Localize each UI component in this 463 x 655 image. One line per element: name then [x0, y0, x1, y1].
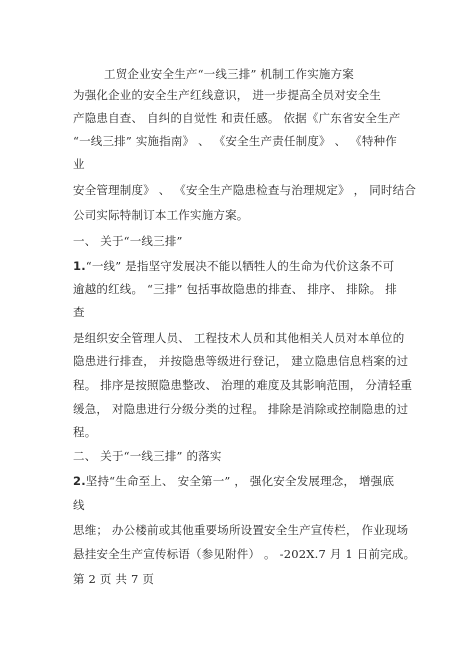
paragraph-line: 产隐患自查、 自纠的自觉性 和责任感。 依据《广东省安全生产: [73, 111, 401, 125]
paragraph-line: 公司实际特制订本工作实施方案。: [73, 208, 249, 222]
item-1-number: 1.: [73, 259, 86, 273]
item-1-first-line: [73, 259, 394, 273]
item-1-line: 程。 排序是按照隐患整改、 治理的难度及其影响范围， 分清轻重: [73, 378, 413, 392]
paragraph-line: 为强化企业的安全生产红线意识， 进一步提高全员对安全生: [73, 88, 382, 102]
paragraph-line: 安全管理制度》 、 《安全生产隐患检查与治理规定》 ， 同时结合: [73, 183, 417, 197]
item-2-line: 思维； 办公楼前或其他重要场所设置安全生产宣传栏， 作业现场: [73, 523, 409, 537]
paragraph-line: “一线三排” 实施指南》 、 《安全生产责任制度》 、 《特种作: [73, 134, 397, 148]
item-1-line: 是组织安全管理人员、 工程技术人员和其他相关人员对本单位的: [73, 331, 405, 345]
section-heading-1: 一、 关于“一线三排”: [73, 234, 183, 248]
item-2-number: 2.: [73, 474, 86, 488]
item-1-line: 缓急， 对隐患进行分级分类的过程。 排除是消除或控制隐患的过: [73, 402, 409, 416]
item-2-line: 悬挂安全生产宣传标语（参见附件） 。 -202X.7 月 1 日前完成。: [73, 547, 416, 561]
item-1-line: 程。: [73, 425, 97, 439]
section-heading-2: 二、 关于“一线三排” 的落实: [73, 449, 222, 463]
page-footer: 第 2 页 共 7 页: [73, 572, 155, 586]
item-1-line: 隐患进行排查， 并按隐患等级进行登记， 建立隐患信息档案的过: [73, 354, 409, 368]
item-1-line: 查: [73, 305, 85, 319]
item-1-text: “一线” 是指坚守发展决不能以牺牲人的生命为代价这条不可: [85, 259, 395, 273]
item-2-text: 坚持“生命至上、 安全第一” ， 强化安全发展理念， 增强底: [85, 474, 395, 488]
document-title: 工贸企业安全生产“一线三排” 机制工作实施方案: [104, 67, 355, 81]
item-2-first-line: [73, 474, 394, 488]
paragraph-line: 业: [73, 157, 85, 171]
item-1-line: 逾越的红线。 “三排” 包括事故隐患的排查、 排序、 排除。 排: [73, 282, 397, 296]
item-2-line: 线: [73, 498, 85, 512]
